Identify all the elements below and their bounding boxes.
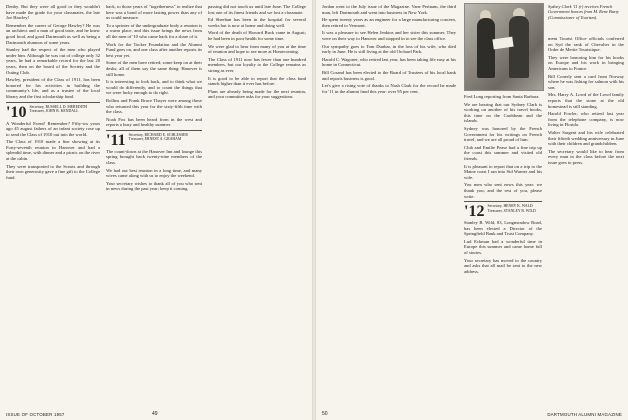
right-column-2: [464, 94, 542, 276]
class-number: '11: [106, 131, 126, 149]
left-column-1: [6, 4, 100, 182]
left-column-2: [106, 4, 202, 194]
body-paragraph: Bill Conerly sent a card from Norway where he was fishing for salmon with his son.: [548, 73, 624, 90]
page-number: 49: [152, 411, 158, 417]
page-number: 50: [322, 411, 328, 417]
body-paragraph: Ed Sheehan has been in the hospital for several weeks but is now at home and doing well.: [208, 17, 306, 28]
class-divider: [6, 102, 100, 103]
right-page: [316, 0, 628, 420]
body-paragraph: The Class of 1910 made a fine showing at its Forty-seventh reunion in Hanover and had a splendid time, with dinner and a picnic on the river at the cabin.: [6, 139, 100, 162]
class-divider: [464, 201, 542, 202]
body-paragraph: The count-down at the Hanover Inn and lounge this spring brought back twenty-nine members of the class.: [106, 148, 202, 166]
body-paragraph: Rollins and Frank Bruce Thayer were among those who returned this year for the sixty-fifth time with the class.: [106, 97, 202, 115]
award-photo: [464, 3, 544, 91]
body-paragraph: Bill Cosand has been elected to the Board of Trustees of his local bank and reports business is good.: [322, 69, 456, 81]
body-paragraph: You men who sent news this year: we thank you; and the rest of you, please write.: [464, 182, 542, 199]
body-paragraph: Mrs. Harry A. Lowd of the Lowd family reports that the stone at the old homestead is still standing.: [548, 92, 624, 109]
body-paragraph: It is interesting to look back, and to think what we would do differently, and to count the things that we were lucky enough to do right.: [106, 79, 202, 96]
body-paragraph: Club and Emilie Pease had a fine trip up the coast this summer and visited old friends.: [464, 144, 542, 161]
body-paragraph: We had our best reunion in a long time, and many wives came along with us to enjoy the weekend.: [106, 167, 202, 179]
class-number: '10: [6, 103, 27, 121]
class-treasurer: Treasurer, ERNEST A. GRAHAM: [128, 137, 182, 142]
body-paragraph: It is good to be able to report that the class fund stands higher than it ever has before.: [208, 75, 306, 87]
body-paragraph: passing did not touch us until late June. The College lost one of its finest friends and we lost a classmate.: [208, 4, 306, 15]
class-number: '12: [464, 203, 485, 221]
right-column-1: [322, 4, 456, 96]
class-secretary: Secretary, RICHARD E. SCHLESSER: [128, 132, 188, 137]
class-treasurer: Treasurer, JOHN R. KENDALL: [29, 109, 79, 114]
body-paragraph: Hawley, president of the Class of 1911, has been honored for his activities in building the community's life, and as a trustee of the local library and the first scholarship fund.: [6, 77, 100, 99]
body-paragraph: Jordan went to the July issue of the Magazine. Vane Pertnam, the third man, left Dartmouth and went into business in New York.: [322, 4, 456, 15]
class-secretary: Secretary, HENRY K. WALD: [487, 204, 533, 209]
class-secretary: Secretary, RUSSELL D. MEREDITH: [29, 104, 87, 109]
body-paragraph: Walter Sargent and his wife celebrated their fiftieth wedding anniversary in June with their children and grandchildren.: [548, 129, 624, 147]
right-column-3: [548, 36, 624, 167]
body-paragraph: A Wonderful Event! Remember? Fifty-six years ago 45 august fathers of an infant society rose up to send the Class of 1910 out into the world.: [6, 120, 100, 137]
body-paragraph: Some of the men have retired; some keep on at their desks; all of them say the same thing: Hanover is still home.: [106, 60, 202, 77]
body-paragraph: Denby. But they were all good or they wouldn't have made the grade for your classmates, the late Joe Hawley!: [6, 4, 100, 21]
body-paragraph: We were glad to hear from many of you at the time of reunion and hope to see more at Homecoming.: [208, 43, 306, 55]
body-paragraph: Lud Eckman had a wonderful time in Europe this summer and came home full of stories.: [464, 238, 542, 256]
body-paragraph: The Class of 1911 now has fewer than one hundred members, but our loyalty to the College remains as strong as ever.: [208, 56, 306, 73]
body-paragraph: Let's give a rising vote of thanks to Nash Clark for the record he made for '11 in the alumni fund this year: over 95 per cent.: [322, 83, 456, 94]
body-paragraph: To a sprinter of the undergraduate body a reunion is a warm place, and this issue brings the news from all the men of '10 who came back for a share of it.: [106, 22, 202, 39]
body-paragraph: ment Tourist Office officials conferred on Syd the rank of Chevalier in the Order de Merite Touristique.: [548, 36, 624, 53]
body-paragraph: Word of the death of Howard Buck came in August; he had been in poor health for some time.: [208, 30, 306, 41]
body-paragraph: Harold C. Wagoner, who retired last year, has been taking life easy at his home in Connecticut.: [322, 56, 456, 68]
body-paragraph: It was a pleasure to see Helen Jenkins and her sister this summer. They were on their way to Hanover and stopped in to see the class office.: [322, 30, 456, 41]
body-paragraph: Our sympathy goes to Tom Dunbar, in the loss of his wife, who died early in June. He is still living at the old Orchard Park.: [322, 43, 456, 55]
body-paragraph: Sydney was honored by the French Government for his writings on French travel, and we are all proud of him.: [464, 125, 542, 143]
body-paragraph: Stanley B. Wild, 83, Longmeadow Road, has been elected a Director of the Springfield Bank and Trust Company.: [464, 220, 542, 237]
body-paragraph: They were transported to the Scouts and through their own generosity gave a fine gift to the College fund.: [6, 163, 100, 180]
body-paragraph: Stanley had the respect of the men who played under him. Although he was out of college only 32 years, he had a remarkable record for the last 20 years, then on the board of the Society and the Outing Club.: [6, 47, 100, 75]
body-paragraph: We are hearing that our Sydney Clark is working on another of his travel books, this time on the Caribbean and the islands.: [464, 101, 542, 124]
class-header-1911: [106, 133, 202, 149]
class-treasurer: Treasurer, STANLEY B. WILD: [487, 208, 536, 213]
body-paragraph: Your secretary wishes to thank all of you who sent in news during the past year; keep it coming.: [106, 180, 202, 192]
body-paragraph: Your secretary has moved to the country and asks that all mail be sent to the new address.: [464, 257, 542, 274]
class-divider: [106, 130, 202, 131]
body-paragraph: They were honoring him for his books on Europe and his work in bringing Americans to France.: [548, 54, 624, 71]
page-footer: ISSUE OF OCTOBER 1957: [6, 412, 65, 417]
page-footer: DARTMOUTH ALUMNI MAGAZINE: [547, 412, 622, 417]
left-column-3: [208, 4, 306, 102]
body-paragraph: It is pleasant to report that on a trip to the Maine coast I ran into Sid Warner and his wife.: [464, 163, 542, 180]
body-paragraph: Plans are already being made for the next reunion, and your committee asks for your suggestions.: [208, 88, 306, 100]
class-header-1912: [464, 204, 542, 220]
body-paragraph: back, to those years of "togetherness" to realize that here was a bond of more lasting power than any of us could measure.: [106, 4, 202, 21]
left-page: [0, 0, 312, 420]
body-paragraph: Remember the career of George Hawley? He was an architect and a man of good taste, and he knew good food, and good Dartmouth as well as being a Dartmouth alumnus of some years.: [6, 22, 100, 45]
body-paragraph: Fred Long reporting from Santa Barbara.: [464, 94, 540, 99]
body-paragraph: The secretary would like to hear from every man in the class before the next issue goes to press.: [548, 148, 624, 165]
class-header-1910: [6, 105, 100, 121]
body-paragraph: Work for the Tucker Foundation and the Alumni Fund goes on, and one class after another reports its best year yet.: [106, 41, 202, 58]
body-paragraph: Harold Fowler, who retired last year from the telephone company, is now living in Florida.: [548, 111, 624, 128]
body-paragraph: Noah Fox has been heard from in the west and reports a busy and healthy summer.: [106, 116, 202, 128]
photo-caption: Sydney Clark '11 (r) receives French Government honors from M. Rene Barty (Commissioner of Tourism).: [548, 4, 619, 20]
body-paragraph: He spent twenty years as an engineer for a large manufacturing concern, then retired to Vermont.: [322, 17, 456, 28]
